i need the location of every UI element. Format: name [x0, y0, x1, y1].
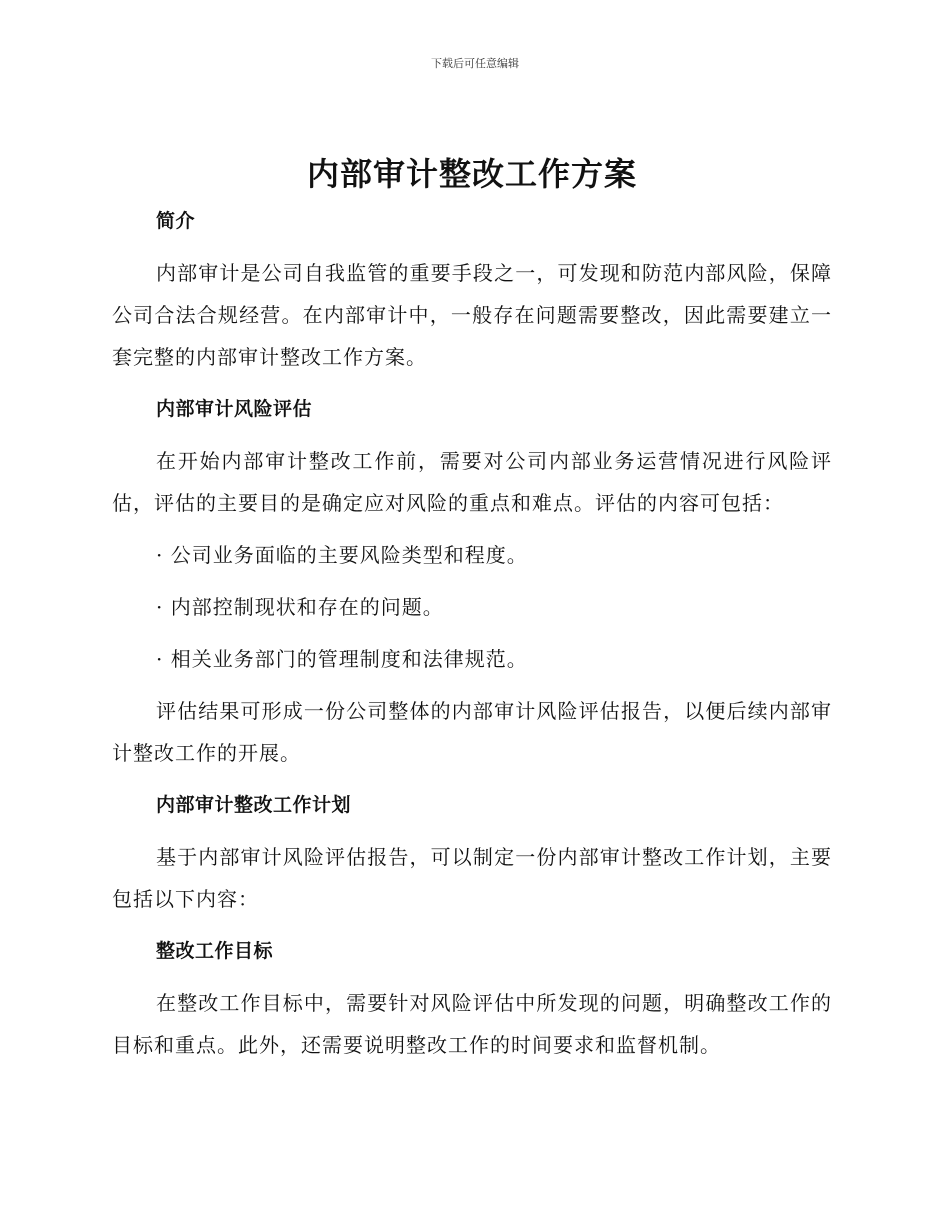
bullet-item: · 公司业务面临的主要风险类型和程度。: [156, 543, 528, 567]
section-heading-plan: 内部审计整改工作计划: [156, 794, 352, 816]
section-heading-intro: 简介: [156, 210, 196, 232]
bullet-item: · 内部控制现状和存在的问题。: [156, 595, 444, 619]
paragraph-intro: 内部审计是公司自我监管的重要手段之一，可发现和防范内部风险，保障公司合法合规经营。在内部审计中，一般存在问题需要整改，因此需要建立一套完整的内部审计整改工作方案。: [112, 261, 832, 369]
header-note: 下载后可任意编辑: [431, 57, 519, 70]
document-body: [112, 148, 832, 1066]
paragraph-plan: 基于内部审计风险评估报告，可以制定一份内部审计整改工作计划，主要包括以下内容：: [112, 845, 832, 911]
paragraph-goal: 在整改工作目标中，需要针对风险评估中所发现的问题，明确整改工作的目标和重点。此外，还需要说明整改工作的时间要求和监督机制。: [112, 991, 832, 1057]
paragraph-risk: 在开始内部审计整改工作前，需要对公司内部业务运营情况进行风险评估，评估的主要目的是确定应对风险的重点和难点。评估的内容可包括：: [112, 449, 832, 515]
section-heading-risk: 内部审计风险评估: [156, 398, 313, 420]
bullet-item: · 相关业务部门的管理制度和法律规范。: [156, 647, 528, 671]
paragraph-risk-conclusion: 评估结果可形成一份公司整体的内部审计风险评估报告，以便后续内部审计整改工作的开展。: [112, 699, 832, 765]
document-title: 内部审计整改工作方案: [306, 155, 637, 193]
section-heading-goal: 整改工作目标: [156, 940, 274, 962]
